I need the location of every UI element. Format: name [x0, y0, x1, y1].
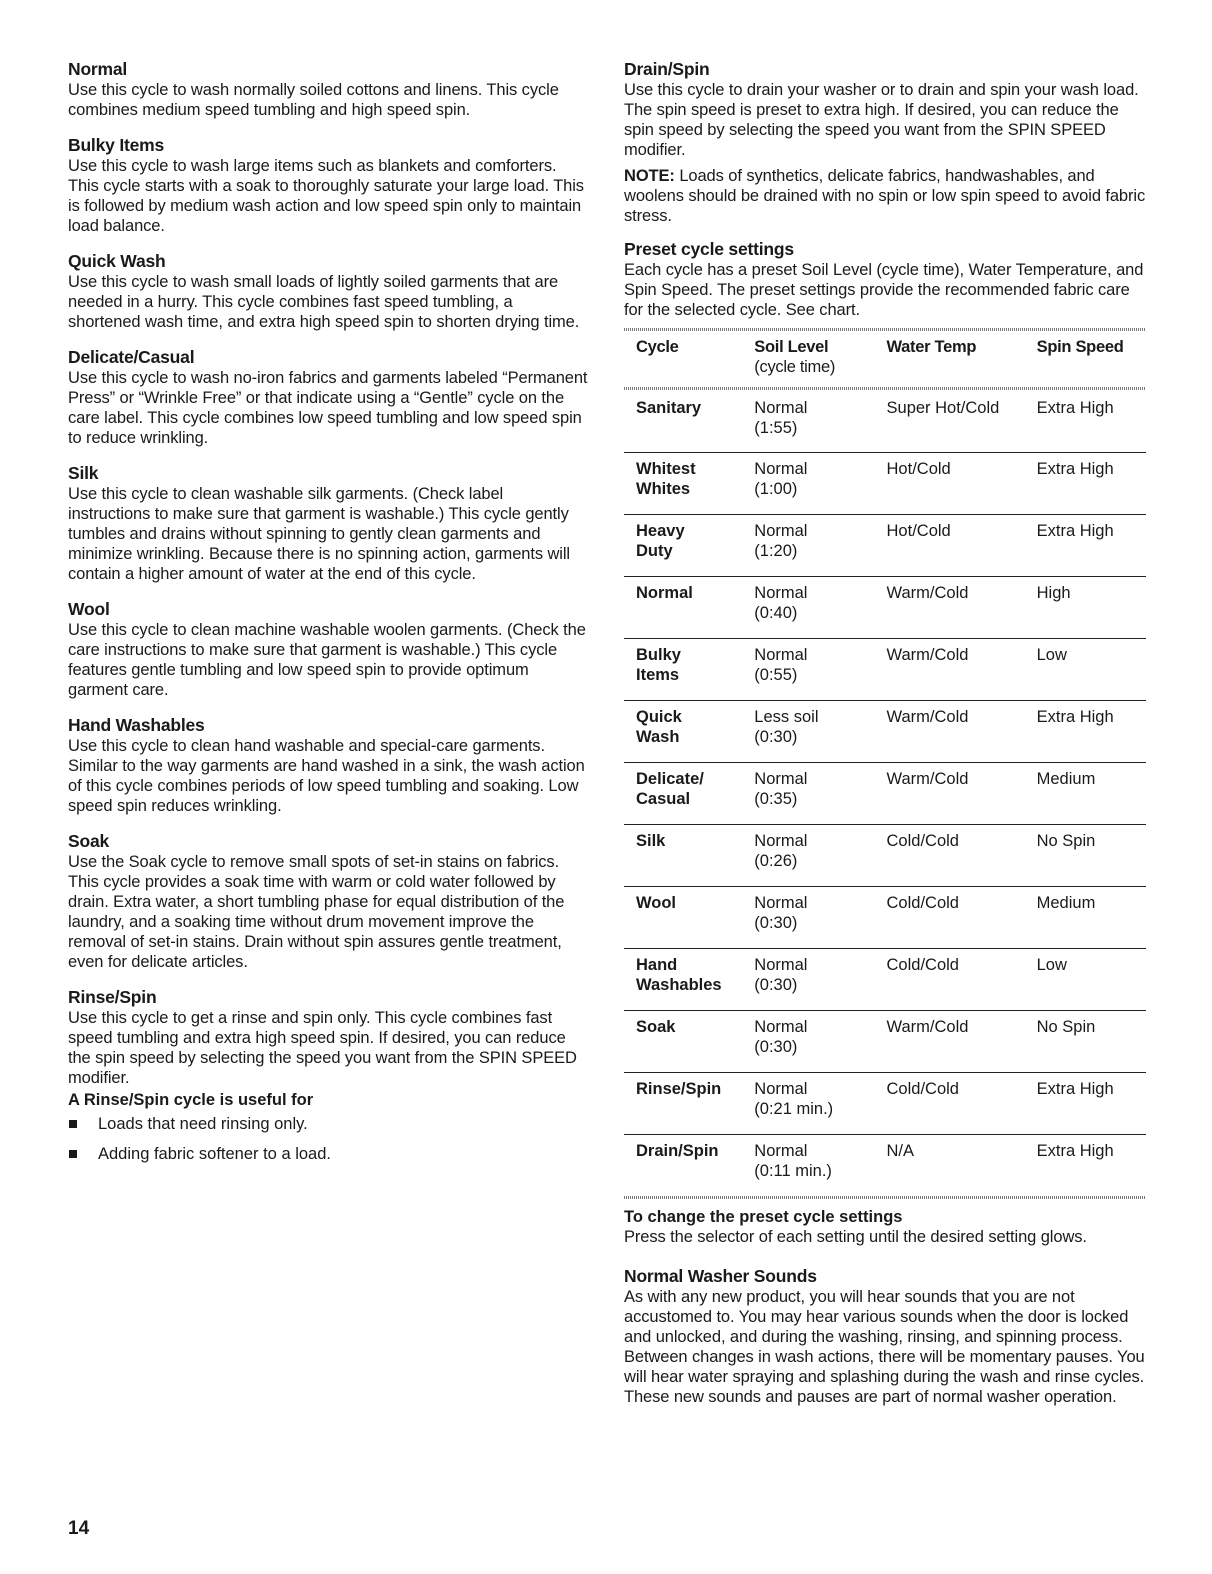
section-title: Drain/Spin — [624, 59, 710, 79]
list-item — [68, 1144, 588, 1164]
cell-spin-speed-line: Low — [1036, 956, 1067, 974]
cell-water-temp — [887, 893, 1037, 948]
cell-spin-speed-line: No Spin — [1036, 1018, 1096, 1036]
cell-cycle — [636, 521, 754, 576]
section-drain-spin — [624, 58, 1146, 226]
cell-spin-speed-line: Medium — [1036, 770, 1096, 788]
cell-soil-level — [754, 1079, 886, 1134]
cell-cycle-line: Wool — [636, 894, 677, 912]
cell-cycle-line: Silk — [636, 832, 666, 850]
section-body: Use this cycle to clean machine washable woolen garments. (Check the care instructions to make sure that garment is washable.) This cycle features gentle tumbling and low speed spin to provide optimum garment care. — [68, 621, 586, 699]
section-quick-wash — [68, 250, 588, 332]
cell-soil-level — [754, 1141, 886, 1196]
cell-soil-level — [754, 955, 886, 1010]
cell-soil-level-line: Normal — [754, 894, 808, 912]
cell-soil-level-line: (0:30) — [754, 976, 798, 994]
cell-water-temp — [887, 583, 1037, 638]
table-row — [624, 1072, 1146, 1134]
cell-soil-level-line: Normal — [754, 1142, 808, 1160]
cell-water-temp-line: Hot/Cold — [886, 460, 951, 478]
cell-cycle — [636, 459, 754, 514]
cell-cycle-line: Quick — [636, 708, 682, 726]
cell-cycle — [636, 831, 754, 886]
header-water-temp: Water Temp — [886, 338, 977, 356]
cell-soil-level-line: Normal — [754, 1018, 808, 1036]
cell-soil-level — [754, 645, 886, 700]
section-title: To change the preset cycle settings — [624, 1208, 903, 1226]
table-row — [624, 762, 1146, 824]
section-title: Rinse/Spin — [68, 987, 157, 1007]
cell-water-temp — [887, 398, 1037, 452]
cell-soil-level — [754, 583, 886, 638]
section-silk — [68, 462, 588, 584]
section-body: Use the Soak cycle to remove small spots of set-in stains on fabrics. This cycle provides a soak time with warm or cold water followed by drain. Extra water, a short tumbling phase for equal distribution of the laundry, and a soaking time without drum movement improve the removal of set-in stains. Drain without spin assures gentle treatment, even for delicate articles. — [68, 853, 565, 971]
cell-soil-level-line: (0:30) — [754, 914, 798, 932]
cell-soil-level — [754, 459, 886, 514]
cell-water-temp-line: Cold/Cold — [886, 1080, 959, 1098]
cell-soil-level-line: Normal — [754, 770, 808, 788]
section-soak — [68, 830, 588, 972]
cell-soil-level-line: Normal — [754, 1080, 808, 1098]
cell-water-temp — [887, 1079, 1037, 1134]
cell-spin-speed-line: Extra High — [1036, 1080, 1114, 1098]
section-title: Normal Washer Sounds — [624, 1266, 817, 1286]
section-body: Press the selector of each setting until the desired setting glows. — [624, 1228, 1087, 1246]
right-column — [624, 58, 1146, 1421]
cell-soil-level-line: (0:40) — [754, 604, 798, 622]
section-hand-washables — [68, 714, 588, 816]
table-row — [624, 824, 1146, 886]
bullet-square-icon — [69, 1120, 77, 1128]
section-body: Use this cycle to clean washable silk garments. (Check label instructions to make sure that garment is washable.) This cycle gently tumbles and drains without spinning to gently clean garments and minimize wrinkling. Because there is no spinning action, garments will contain a higher amount of water at the end of this cycle. — [68, 485, 570, 583]
cell-cycle — [636, 398, 754, 452]
table-body — [624, 390, 1146, 1196]
cell-soil-level — [754, 1017, 886, 1072]
cell-spin-speed-line: Extra High — [1036, 1142, 1114, 1160]
section-body: Use this cycle to drain your washer or to drain and spin your wash load. The spin speed is preset to extra high. If desired, you can reduce the spin speed by selecting the speed you want from the SPIN SPEED modifier. — [624, 81, 1139, 159]
cell-soil-level-line: (0:30) — [754, 728, 798, 746]
cell-cycle-line: Soak — [636, 1018, 676, 1036]
cell-cycle-line: Heavy — [636, 522, 685, 540]
note-label: NOTE: — [624, 167, 675, 185]
cell-spin-speed — [1037, 583, 1146, 638]
cell-soil-level-line: (1:00) — [754, 480, 798, 498]
section-title: Silk — [68, 463, 99, 483]
cell-soil-level-line: Normal — [754, 522, 808, 540]
table-row — [624, 1010, 1146, 1072]
cell-cycle-line: Normal — [636, 584, 693, 602]
table-header-row — [624, 331, 1146, 387]
section-title: Preset cycle settings — [624, 239, 794, 259]
cell-spin-speed — [1037, 521, 1146, 576]
list-item-text: Adding fabric softener to a load. — [98, 1145, 331, 1163]
cell-soil-level-line: Normal — [754, 832, 808, 850]
cell-soil-level — [754, 707, 886, 762]
section-body: Use this cycle to wash small loads of lightly soiled garments that are needed in a hurry. This cycle combines fast speed tumbling, a shortened wash time, and extra high speed spin to shorten drying time. — [68, 273, 580, 331]
cell-water-temp — [887, 1141, 1037, 1196]
cell-cycle-line: Whites — [636, 480, 691, 498]
cell-soil-level-line: (0:30) — [754, 1038, 798, 1056]
table-row — [624, 1134, 1146, 1196]
section-title: Wool — [68, 599, 110, 619]
cell-cycle-line: Whitest — [636, 460, 696, 478]
cell-water-temp-line: N/A — [886, 1142, 915, 1160]
table-row — [624, 514, 1146, 576]
table-row — [624, 886, 1146, 948]
cell-soil-level — [754, 769, 886, 824]
section-title: Normal — [68, 59, 128, 79]
cell-water-temp — [887, 521, 1037, 576]
table-row — [624, 638, 1146, 700]
cell-spin-speed — [1037, 459, 1146, 514]
rinse-spin-useful-list — [68, 1114, 588, 1164]
cell-soil-level — [754, 398, 886, 452]
table-bottom-rule — [624, 1196, 1146, 1199]
cell-cycle — [636, 769, 754, 824]
cell-soil-level-line: (1:55) — [754, 419, 798, 437]
list-item — [68, 1114, 588, 1134]
cell-spin-speed-line: Low — [1036, 646, 1067, 664]
cell-water-temp — [887, 707, 1037, 762]
cell-soil-level-line: (0:21 min.) — [754, 1100, 834, 1118]
cell-soil-level — [754, 831, 886, 886]
cell-cycle-line: Rinse/Spin — [636, 1080, 722, 1098]
cell-water-temp-line: Warm/Cold — [886, 584, 969, 602]
cell-soil-level — [754, 521, 886, 576]
cell-spin-speed-line: Extra High — [1036, 399, 1114, 417]
header-cycle: Cycle — [636, 338, 679, 356]
note-paragraph — [624, 166, 1146, 226]
cell-spin-speed — [1037, 1141, 1146, 1196]
cell-soil-level-line: Normal — [754, 956, 808, 974]
cell-spin-speed — [1037, 398, 1146, 452]
section-title: Delicate/Casual — [68, 347, 195, 367]
cell-cycle-line: Delicate/ — [636, 770, 704, 788]
cell-soil-level-line: (1:20) — [754, 542, 798, 560]
cell-soil-level-line: (0:11 min.) — [754, 1162, 832, 1180]
cell-spin-speed — [1037, 707, 1146, 762]
table-row — [624, 390, 1146, 452]
cell-cycle — [636, 1017, 754, 1072]
cell-water-temp — [887, 1017, 1037, 1072]
section-change-preset — [624, 1207, 1146, 1247]
cell-spin-speed — [1037, 955, 1146, 1010]
cell-cycle-line: Casual — [636, 790, 691, 808]
section-rinse-spin — [68, 986, 588, 1164]
cell-soil-level-line: (0:35) — [754, 790, 798, 808]
section-normal-washer-sounds — [624, 1265, 1146, 1407]
section-title: Soak — [68, 831, 110, 851]
cell-cycle-line: Bulky — [636, 646, 681, 664]
cell-cycle — [636, 893, 754, 948]
cell-cycle-line: Washables — [636, 976, 722, 994]
preset-settings-table — [624, 328, 1146, 1199]
cell-water-temp-line: Warm/Cold — [886, 770, 969, 788]
header-soil-level-label: Soil Level — [754, 338, 829, 356]
section-bulky-items — [68, 134, 588, 236]
cell-soil-level-line: Normal — [754, 646, 808, 664]
cell-soil-level-line: Normal — [754, 584, 808, 602]
cell-water-temp-line: Cold/Cold — [886, 956, 959, 974]
table-row — [624, 576, 1146, 638]
section-body: Use this cycle to wash no-iron fabrics and garments labeled “Permanent Press” or “Wrinkle Free” or that indicate using a “Gentle” cycle on the care label. This cycle combines low speed tumbling and low speed spin to reduce wrinkling. — [68, 369, 588, 447]
rinse-spin-useful-heading: A Rinse/Spin cycle is useful for — [68, 1091, 314, 1109]
cell-spin-speed — [1037, 831, 1146, 886]
cell-cycle-line: Duty — [636, 542, 673, 560]
cell-water-temp — [887, 769, 1037, 824]
cell-spin-speed — [1037, 645, 1146, 700]
cell-spin-speed — [1037, 1017, 1146, 1072]
section-body: Use this cycle to wash large items such as blankets and comforters. This cycle starts with a soak to thoroughly saturate your large load. This is followed by medium wash action and low speed spin only to maintain load balance. — [68, 157, 584, 235]
cell-water-temp — [887, 831, 1037, 886]
section-preset-cycle-settings — [624, 238, 1146, 320]
cell-water-temp — [887, 459, 1037, 514]
left-column — [68, 58, 588, 1174]
cell-soil-level-line: Normal — [754, 399, 808, 417]
cell-spin-speed-line: Extra High — [1036, 522, 1114, 540]
cell-water-temp-line: Warm/Cold — [886, 646, 969, 664]
header-cycle-time-label: (cycle time) — [754, 358, 836, 376]
cell-water-temp-line: Super Hot/Cold — [886, 399, 1000, 417]
cell-cycle-line: Wash — [636, 728, 680, 746]
note-text: Loads of synthetics, delicate fabrics, handwashables, and woolens should be drained with no spin or low spin speed to avoid fabric stress. — [624, 167, 1146, 225]
cell-soil-level-line: (0:26) — [754, 852, 798, 870]
cell-cycle-line: Items — [636, 666, 680, 684]
cell-water-temp-line: Hot/Cold — [886, 522, 951, 540]
bullet-square-icon — [69, 1150, 77, 1158]
cell-cycle — [636, 707, 754, 762]
cell-water-temp-line: Warm/Cold — [886, 1018, 969, 1036]
cell-soil-level-line: (0:55) — [754, 666, 798, 684]
cell-spin-speed — [1037, 1079, 1146, 1134]
section-normal — [68, 58, 588, 120]
section-title: Quick Wash — [68, 251, 166, 271]
cell-cycle-line: Hand — [636, 956, 678, 974]
section-body: Use this cycle to get a rinse and spin only. This cycle combines fast speed tumbling and extra high speed spin. If desired, you can reduce the spin speed by selecting the speed you want from the SPIN SPEED modifier. — [68, 1009, 577, 1087]
cell-cycle — [636, 955, 754, 1010]
cell-water-temp-line: Warm/Cold — [886, 708, 969, 726]
section-title: Bulky Items — [68, 135, 165, 155]
cell-spin-speed-line: Medium — [1036, 894, 1096, 912]
section-body: Each cycle has a preset Soil Level (cycle time), Water Temperature, and Spin Speed. The preset settings provide the recommended fabric care for the selected cycle. See chart. — [624, 261, 1144, 319]
header-spin-speed: Spin Speed — [1036, 338, 1124, 356]
cell-spin-speed-line: Extra High — [1036, 460, 1114, 478]
header-soil-level — [754, 337, 886, 387]
section-delicate-casual — [68, 346, 588, 448]
cell-cycle-line: Sanitary — [636, 399, 702, 417]
table-row — [624, 700, 1146, 762]
cell-water-temp-line: Cold/Cold — [886, 832, 959, 850]
list-item-text: Loads that need rinsing only. — [98, 1115, 308, 1133]
section-wool — [68, 598, 588, 700]
cell-cycle — [636, 583, 754, 638]
cell-soil-level — [754, 893, 886, 948]
cell-cycle — [636, 1079, 754, 1134]
cell-spin-speed — [1037, 893, 1146, 948]
cell-water-temp — [887, 955, 1037, 1010]
cell-water-temp — [887, 645, 1037, 700]
page-number: 14 — [68, 1518, 90, 1539]
section-body: Use this cycle to clean hand washable and special-care garments. Similar to the way garments are hand washed in a sink, the wash action of this cycle combines periods of low speed tumbling and soaking. Low speed spin reduces wrinkling. — [68, 737, 585, 815]
section-body: Use this cycle to wash normally soiled cottons and linens. This cycle combines medium speed tumbling and high speed spin. — [68, 81, 559, 119]
section-title: Hand Washables — [68, 715, 205, 735]
cell-water-temp-line: Cold/Cold — [886, 894, 959, 912]
cell-cycle — [636, 645, 754, 700]
cell-cycle-line: Drain/Spin — [636, 1142, 719, 1160]
cell-cycle — [636, 1141, 754, 1196]
cell-soil-level-line: Normal — [754, 460, 808, 478]
table-row — [624, 452, 1146, 514]
section-body: As with any new product, you will hear sounds that you are not accustomed to. You may hear various sounds when the door is locked and unlocked, and during the washing, rinsing, and spinning process. Between changes in wash actions, there will be momentary pauses. You will hear water spraying and splashing during the wash and rinse cycles. These new sounds and pauses are part of normal washer operation. — [624, 1288, 1145, 1406]
cell-soil-level-line: Less soil — [754, 708, 819, 726]
cell-spin-speed-line: Extra High — [1036, 708, 1114, 726]
table-row — [624, 948, 1146, 1010]
cell-spin-speed — [1037, 769, 1146, 824]
cell-spin-speed-line: High — [1036, 584, 1071, 602]
cell-spin-speed-line: No Spin — [1036, 832, 1096, 850]
